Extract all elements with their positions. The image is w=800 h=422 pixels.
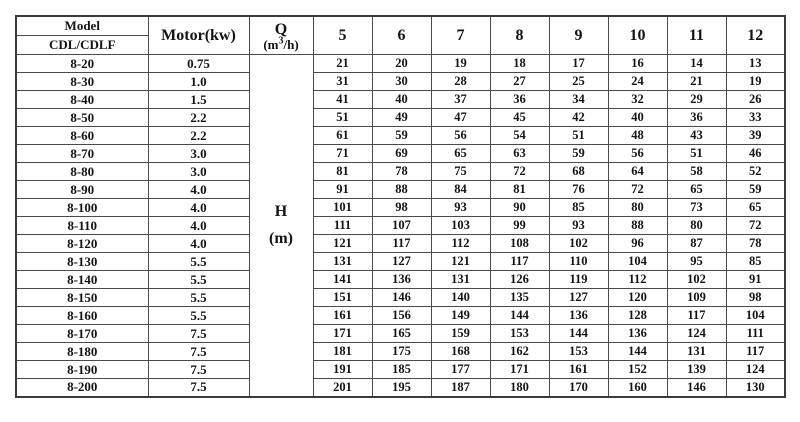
head-value-cell: 36 xyxy=(667,109,726,127)
table-row xyxy=(16,235,785,253)
head-value-cell: 21 xyxy=(313,55,372,73)
head-value-cell: 68 xyxy=(549,163,608,181)
table-body xyxy=(16,55,785,397)
head-value-cell: 117 xyxy=(490,253,549,271)
head-value-cell: 80 xyxy=(667,217,726,235)
head-value-cell: 91 xyxy=(313,181,372,199)
head-value-cell: 56 xyxy=(608,145,667,163)
head-value-cell: 170 xyxy=(549,379,608,397)
head-value-cell: 136 xyxy=(549,307,608,325)
table-row xyxy=(16,361,785,379)
head-value-cell: 121 xyxy=(431,253,490,271)
head-value-cell: 78 xyxy=(726,235,785,253)
head-value-cell: 165 xyxy=(372,325,431,343)
head-value-cell: 156 xyxy=(372,307,431,325)
head-value-cell: 191 xyxy=(313,361,372,379)
head-value-cell: 130 xyxy=(726,379,785,397)
model-cell: 8-40 xyxy=(16,91,148,109)
head-value-cell: 76 xyxy=(549,181,608,199)
head-value-cell: 54 xyxy=(490,127,549,145)
head-value-cell: 65 xyxy=(667,181,726,199)
head-value-cell: 20 xyxy=(372,55,431,73)
model-cell: 8-190 xyxy=(16,361,148,379)
model-cell: 8-140 xyxy=(16,271,148,289)
head-value-cell: 195 xyxy=(372,379,431,397)
flow-column-header: 10 xyxy=(608,16,667,55)
q-unit-exponent: 3 xyxy=(278,35,284,47)
model-cell: 8-90 xyxy=(16,181,148,199)
head-value-cell: 59 xyxy=(726,181,785,199)
head-value-cell: 181 xyxy=(313,343,372,361)
head-value-cell: 25 xyxy=(549,73,608,91)
head-value-cell: 120 xyxy=(608,289,667,307)
head-value-cell: 98 xyxy=(372,199,431,217)
head-value-cell: 187 xyxy=(431,379,490,397)
head-value-cell: 111 xyxy=(313,217,372,235)
head-value-cell: 21 xyxy=(667,73,726,91)
head-value-cell: 28 xyxy=(431,73,490,91)
head-value-cell: 43 xyxy=(667,127,726,145)
head-value-cell: 159 xyxy=(431,325,490,343)
head-value-cell: 95 xyxy=(667,253,726,271)
head-value-cell: 65 xyxy=(431,145,490,163)
head-value-cell: 102 xyxy=(549,235,608,253)
head-value-cell: 128 xyxy=(608,307,667,325)
head-value-cell: 87 xyxy=(667,235,726,253)
head-value-cell: 32 xyxy=(608,91,667,109)
head-value-cell: 127 xyxy=(549,289,608,307)
flow-column-header: 11 xyxy=(667,16,726,55)
head-value-cell: 117 xyxy=(726,343,785,361)
table-row xyxy=(16,127,785,145)
head-value-cell: 151 xyxy=(313,289,372,307)
header-row-1 xyxy=(16,16,785,36)
motor-kw-cell: 2.2 xyxy=(148,109,249,127)
head-value-cell: 30 xyxy=(372,73,431,91)
head-value-cell: 71 xyxy=(313,145,372,163)
head-value-cell: 201 xyxy=(313,379,372,397)
head-value-cell: 48 xyxy=(608,127,667,145)
head-value-cell: 59 xyxy=(372,127,431,145)
head-value-cell: 56 xyxy=(431,127,490,145)
model-series-header: CDL/CDLF xyxy=(16,36,148,55)
head-value-cell: 117 xyxy=(667,307,726,325)
head-value-cell: 112 xyxy=(431,235,490,253)
head-value-cell: 99 xyxy=(490,217,549,235)
head-value-cell: 141 xyxy=(313,271,372,289)
motor-header: Motor(kw) xyxy=(148,16,249,55)
model-cell: 8-70 xyxy=(16,145,148,163)
motor-kw-cell: 4.0 xyxy=(148,235,249,253)
head-value-cell: 124 xyxy=(726,361,785,379)
table-row xyxy=(16,307,785,325)
q-unit-prefix: (m xyxy=(263,36,279,52)
table-header xyxy=(16,16,785,55)
motor-kw-cell: 7.5 xyxy=(148,379,249,397)
head-value-cell: 104 xyxy=(608,253,667,271)
head-value-cell: 88 xyxy=(608,217,667,235)
head-value-cell: 144 xyxy=(490,307,549,325)
head-value-cell: 153 xyxy=(549,343,608,361)
head-value-cell: 126 xyxy=(490,271,549,289)
head-value-cell: 161 xyxy=(549,361,608,379)
table-row xyxy=(16,325,785,343)
head-value-cell: 124 xyxy=(667,325,726,343)
head-value-cell: 161 xyxy=(313,307,372,325)
head-value-cell: 96 xyxy=(608,235,667,253)
head-value-cell: 63 xyxy=(490,145,549,163)
head-value-cell: 144 xyxy=(608,343,667,361)
flow-unit-header xyxy=(249,16,313,55)
q-label: Q xyxy=(274,20,288,38)
head-unit-cell xyxy=(249,55,313,397)
model-cell: 8-160 xyxy=(16,307,148,325)
head-value-cell: 19 xyxy=(726,73,785,91)
motor-kw-cell: 1.5 xyxy=(148,91,249,109)
table-row xyxy=(16,163,785,181)
motor-kw-cell: 4.0 xyxy=(148,217,249,235)
head-value-cell: 72 xyxy=(726,217,785,235)
model-cell: 8-130 xyxy=(16,253,148,271)
head-value-cell: 168 xyxy=(431,343,490,361)
head-value-cell: 85 xyxy=(726,253,785,271)
head-value-cell: 149 xyxy=(431,307,490,325)
model-cell: 8-30 xyxy=(16,73,148,91)
head-value-cell: 144 xyxy=(549,325,608,343)
head-value-cell: 72 xyxy=(490,163,549,181)
head-value-cell: 72 xyxy=(608,181,667,199)
head-value-cell: 16 xyxy=(608,55,667,73)
head-value-cell: 13 xyxy=(726,55,785,73)
head-value-cell: 29 xyxy=(667,91,726,109)
head-value-cell: 40 xyxy=(608,109,667,127)
head-value-cell: 61 xyxy=(313,127,372,145)
table-row xyxy=(16,73,785,91)
table-row xyxy=(16,289,785,307)
h-label: H xyxy=(274,202,288,220)
head-value-cell: 146 xyxy=(372,289,431,307)
q-unit xyxy=(250,35,313,52)
head-value-cell: 111 xyxy=(726,325,785,343)
head-value-cell: 52 xyxy=(726,163,785,181)
head-value-cell: 171 xyxy=(490,361,549,379)
head-value-cell: 73 xyxy=(667,199,726,217)
table-row xyxy=(16,343,785,361)
h-unit: (m) xyxy=(269,229,293,247)
flow-column-header: 8 xyxy=(490,16,549,55)
head-value-cell: 91 xyxy=(726,271,785,289)
head-value-cell: 140 xyxy=(431,289,490,307)
head-value-cell: 109 xyxy=(667,289,726,307)
head-value-cell: 185 xyxy=(372,361,431,379)
table-row xyxy=(16,109,785,127)
head-value-cell: 18 xyxy=(490,55,549,73)
head-value-cell: 39 xyxy=(726,127,785,145)
q-unit-suffix: /h) xyxy=(283,36,299,52)
head-value-cell: 26 xyxy=(726,91,785,109)
head-value-cell: 42 xyxy=(549,109,608,127)
head-value-cell: 177 xyxy=(431,361,490,379)
head-value-cell: 107 xyxy=(372,217,431,235)
head-value-cell: 36 xyxy=(490,91,549,109)
head-value-cell: 131 xyxy=(431,271,490,289)
head-value-cell: 46 xyxy=(726,145,785,163)
motor-kw-cell: 5.5 xyxy=(148,271,249,289)
table-row xyxy=(16,181,785,199)
model-header: Model xyxy=(16,16,148,36)
table-row xyxy=(16,271,785,289)
head-value-cell: 80 xyxy=(608,199,667,217)
motor-kw-cell: 7.5 xyxy=(148,343,249,361)
model-cell: 8-80 xyxy=(16,163,148,181)
motor-kw-cell: 5.5 xyxy=(148,289,249,307)
head-value-cell: 31 xyxy=(313,73,372,91)
table-row xyxy=(16,91,785,109)
head-value-cell: 24 xyxy=(608,73,667,91)
model-cell: 8-100 xyxy=(16,199,148,217)
head-value-cell: 65 xyxy=(726,199,785,217)
head-value-cell: 51 xyxy=(313,109,372,127)
motor-kw-cell: 2.2 xyxy=(148,127,249,145)
head-value-cell: 171 xyxy=(313,325,372,343)
head-value-cell: 136 xyxy=(372,271,431,289)
head-value-cell: 146 xyxy=(667,379,726,397)
head-value-cell: 131 xyxy=(313,253,372,271)
pump-head-table xyxy=(15,15,786,398)
head-value-cell: 17 xyxy=(549,55,608,73)
motor-kw-cell: 5.5 xyxy=(148,307,249,325)
head-value-cell: 160 xyxy=(608,379,667,397)
head-value-cell: 34 xyxy=(549,91,608,109)
head-value-cell: 110 xyxy=(549,253,608,271)
table-row xyxy=(16,145,785,163)
head-value-cell: 85 xyxy=(549,199,608,217)
head-value-cell: 135 xyxy=(490,289,549,307)
head-value-cell: 93 xyxy=(549,217,608,235)
model-cell: 8-110 xyxy=(16,217,148,235)
head-value-cell: 14 xyxy=(667,55,726,73)
model-cell: 8-50 xyxy=(16,109,148,127)
head-value-cell: 81 xyxy=(490,181,549,199)
head-value-cell: 88 xyxy=(372,181,431,199)
head-value-cell: 69 xyxy=(372,145,431,163)
head-value-cell: 59 xyxy=(549,145,608,163)
head-value-cell: 58 xyxy=(667,163,726,181)
head-value-cell: 84 xyxy=(431,181,490,199)
head-value-cell: 90 xyxy=(490,199,549,217)
head-value-cell: 78 xyxy=(372,163,431,181)
flow-column-header: 12 xyxy=(726,16,785,55)
head-value-cell: 131 xyxy=(667,343,726,361)
motor-kw-cell: 4.0 xyxy=(148,181,249,199)
head-value-cell: 103 xyxy=(431,217,490,235)
head-value-cell: 51 xyxy=(667,145,726,163)
head-value-cell: 81 xyxy=(313,163,372,181)
head-value-cell: 51 xyxy=(549,127,608,145)
motor-kw-cell: 7.5 xyxy=(148,325,249,343)
model-cell: 8-180 xyxy=(16,343,148,361)
head-value-cell: 180 xyxy=(490,379,549,397)
head-value-cell: 101 xyxy=(313,199,372,217)
head-value-cell: 153 xyxy=(490,325,549,343)
head-value-cell: 117 xyxy=(372,235,431,253)
flow-column-header: 9 xyxy=(549,16,608,55)
head-value-cell: 27 xyxy=(490,73,549,91)
head-value-cell: 47 xyxy=(431,109,490,127)
flow-column-header: 7 xyxy=(431,16,490,55)
head-value-cell: 175 xyxy=(372,343,431,361)
model-cell: 8-20 xyxy=(16,55,148,73)
head-value-cell: 98 xyxy=(726,289,785,307)
motor-kw-cell: 1.0 xyxy=(148,73,249,91)
head-value-cell: 64 xyxy=(608,163,667,181)
head-value-cell: 37 xyxy=(431,91,490,109)
model-cell: 8-120 xyxy=(16,235,148,253)
head-value-cell: 104 xyxy=(726,307,785,325)
motor-kw-cell: 7.5 xyxy=(148,361,249,379)
model-cell: 8-60 xyxy=(16,127,148,145)
head-value-cell: 112 xyxy=(608,271,667,289)
motor-kw-cell: 4.0 xyxy=(148,199,249,217)
head-value-cell: 49 xyxy=(372,109,431,127)
motor-kw-cell: 5.5 xyxy=(148,253,249,271)
head-value-cell: 41 xyxy=(313,91,372,109)
flow-column-header: 5 xyxy=(313,16,372,55)
flow-column-header: 6 xyxy=(372,16,431,55)
head-value-cell: 121 xyxy=(313,235,372,253)
head-value-cell: 93 xyxy=(431,199,490,217)
table-row xyxy=(16,379,785,397)
head-value-cell: 108 xyxy=(490,235,549,253)
head-value-cell: 33 xyxy=(726,109,785,127)
motor-kw-cell: 3.0 xyxy=(148,163,249,181)
head-value-cell: 40 xyxy=(372,91,431,109)
model-cell: 8-200 xyxy=(16,379,148,397)
head-value-cell: 102 xyxy=(667,271,726,289)
motor-kw-cell: 3.0 xyxy=(148,145,249,163)
head-value-cell: 19 xyxy=(431,55,490,73)
table-row xyxy=(16,217,785,235)
head-value-cell: 136 xyxy=(608,325,667,343)
model-cell: 8-150 xyxy=(16,289,148,307)
head-value-cell: 139 xyxy=(667,361,726,379)
head-value-cell: 75 xyxy=(431,163,490,181)
table-row xyxy=(16,199,785,217)
head-value-cell: 45 xyxy=(490,109,549,127)
head-value-cell: 119 xyxy=(549,271,608,289)
table-row xyxy=(16,55,785,73)
model-cell: 8-170 xyxy=(16,325,148,343)
motor-kw-cell: 0.75 xyxy=(148,55,249,73)
head-value-cell: 152 xyxy=(608,361,667,379)
head-value-cell: 127 xyxy=(372,253,431,271)
table-row xyxy=(16,253,785,271)
head-value-cell: 162 xyxy=(490,343,549,361)
